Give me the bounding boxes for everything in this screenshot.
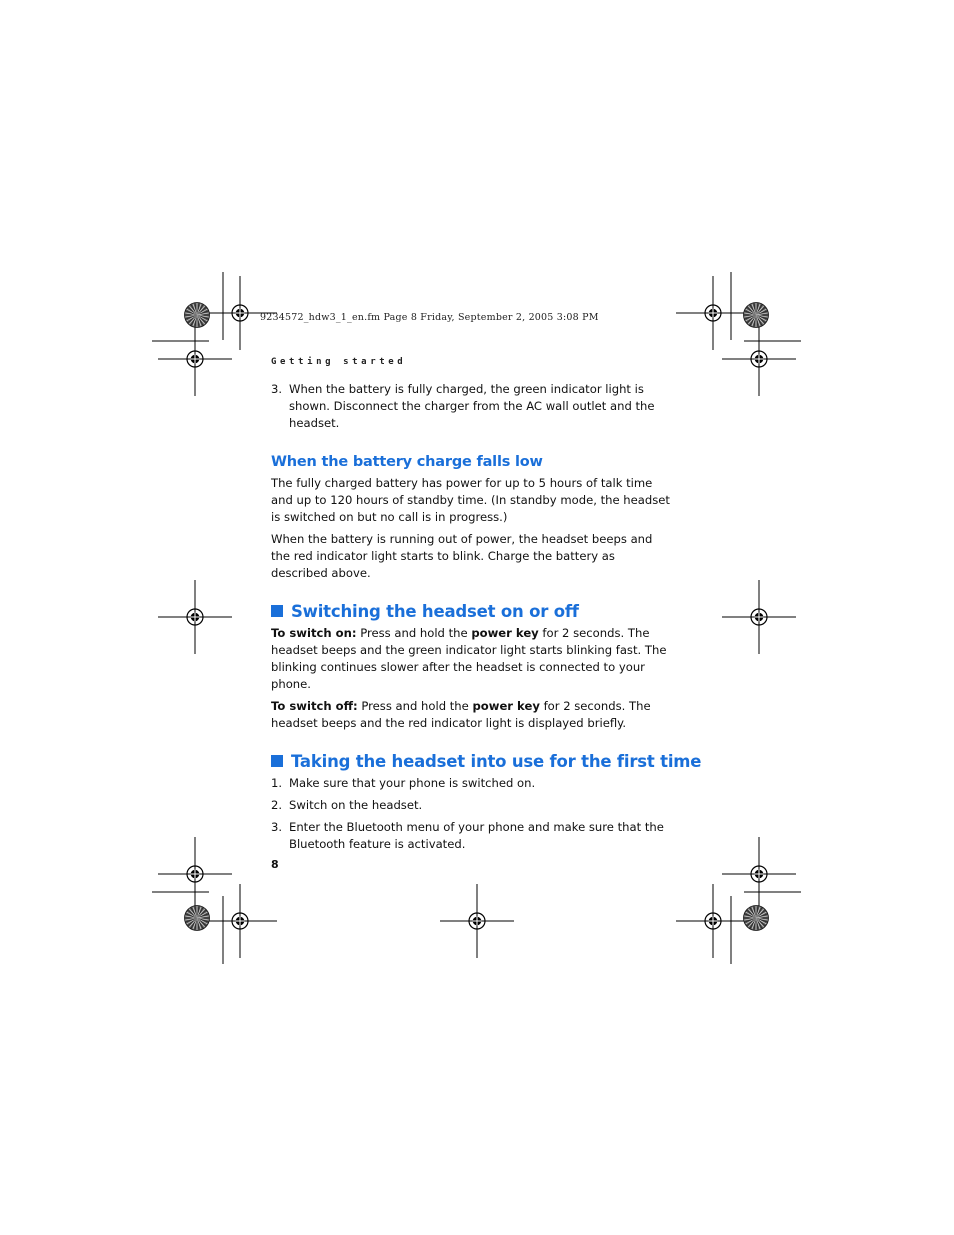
starburst-mark-icon — [744, 906, 769, 931]
starburst-mark-icon — [185, 303, 210, 328]
text-run: for 2 seconds. The headset beeps and the green indicator light starts blinking fast. The blinking continues slower after the headset is connected to your phone. — [271, 626, 667, 691]
text-run: Press and hold the — [356, 626, 472, 640]
list-item-text: Switch on the headset. — [289, 798, 423, 812]
heading-text: Taking the headset into use for the first time — [291, 752, 702, 771]
text-run: for 2 seconds. The headset beeps and the red indicator light is displayed briefly. — [271, 699, 651, 730]
section-heading-battery-low: When the battery charge falls low — [271, 454, 543, 470]
starburst-mark-icon — [185, 906, 210, 931]
list-item — [271, 819, 671, 853]
list-item-text: When the battery is fully charged, the green indicator light is shown. Disconnect the charger from the AC wall outlet and the headset. — [289, 382, 655, 430]
paragraph: The fully charged battery has power for up to 5 hours of talk time and up to 120 hours of standby time. (In standby mode, the headset is switched on but no call is in progress.) — [271, 476, 670, 524]
bold-label: To switch on: — [271, 626, 357, 640]
heading-square-icon — [271, 605, 283, 617]
list-item-number: 3. — [271, 820, 283, 834]
list-item — [271, 797, 671, 814]
section-heading-switching — [271, 601, 671, 623]
heading-text: Switching the headset on or off — [291, 602, 579, 621]
bold-term: power key — [471, 626, 539, 640]
paragraph-switch-off — [271, 698, 671, 732]
list-item — [271, 381, 671, 432]
page-number: 8 — [271, 858, 279, 871]
list-item-number: 3. — [271, 382, 283, 396]
paragraph: When the battery is running out of power, the headset beeps and the red indicator light starts to blink. Charge the battery as described above. — [271, 532, 653, 580]
running-header: Getting started — [271, 357, 407, 367]
starburst-mark-icon — [744, 303, 769, 328]
list-item-text: Make sure that your phone is switched on. — [289, 776, 536, 790]
print-slug-line: 9234572_hdw3_1_en.fm Page 8 Friday, September 2, 2005 3:08 PM — [260, 312, 599, 323]
list-item-number: 1. — [271, 776, 283, 790]
section-heading-first-use — [271, 751, 702, 773]
bold-term: power key — [472, 699, 540, 713]
list-item-number: 2. — [271, 798, 283, 812]
text-run: Press and hold the — [357, 699, 473, 713]
paragraph-switch-on — [271, 625, 671, 693]
list-item-text: Enter the Bluetooth menu of your phone and make sure that the Bluetooth feature is activated. — [289, 820, 664, 851]
list-item — [271, 775, 671, 792]
bold-label: To switch off: — [271, 699, 358, 713]
heading-square-icon — [271, 755, 283, 767]
page-content — [271, 381, 702, 853]
